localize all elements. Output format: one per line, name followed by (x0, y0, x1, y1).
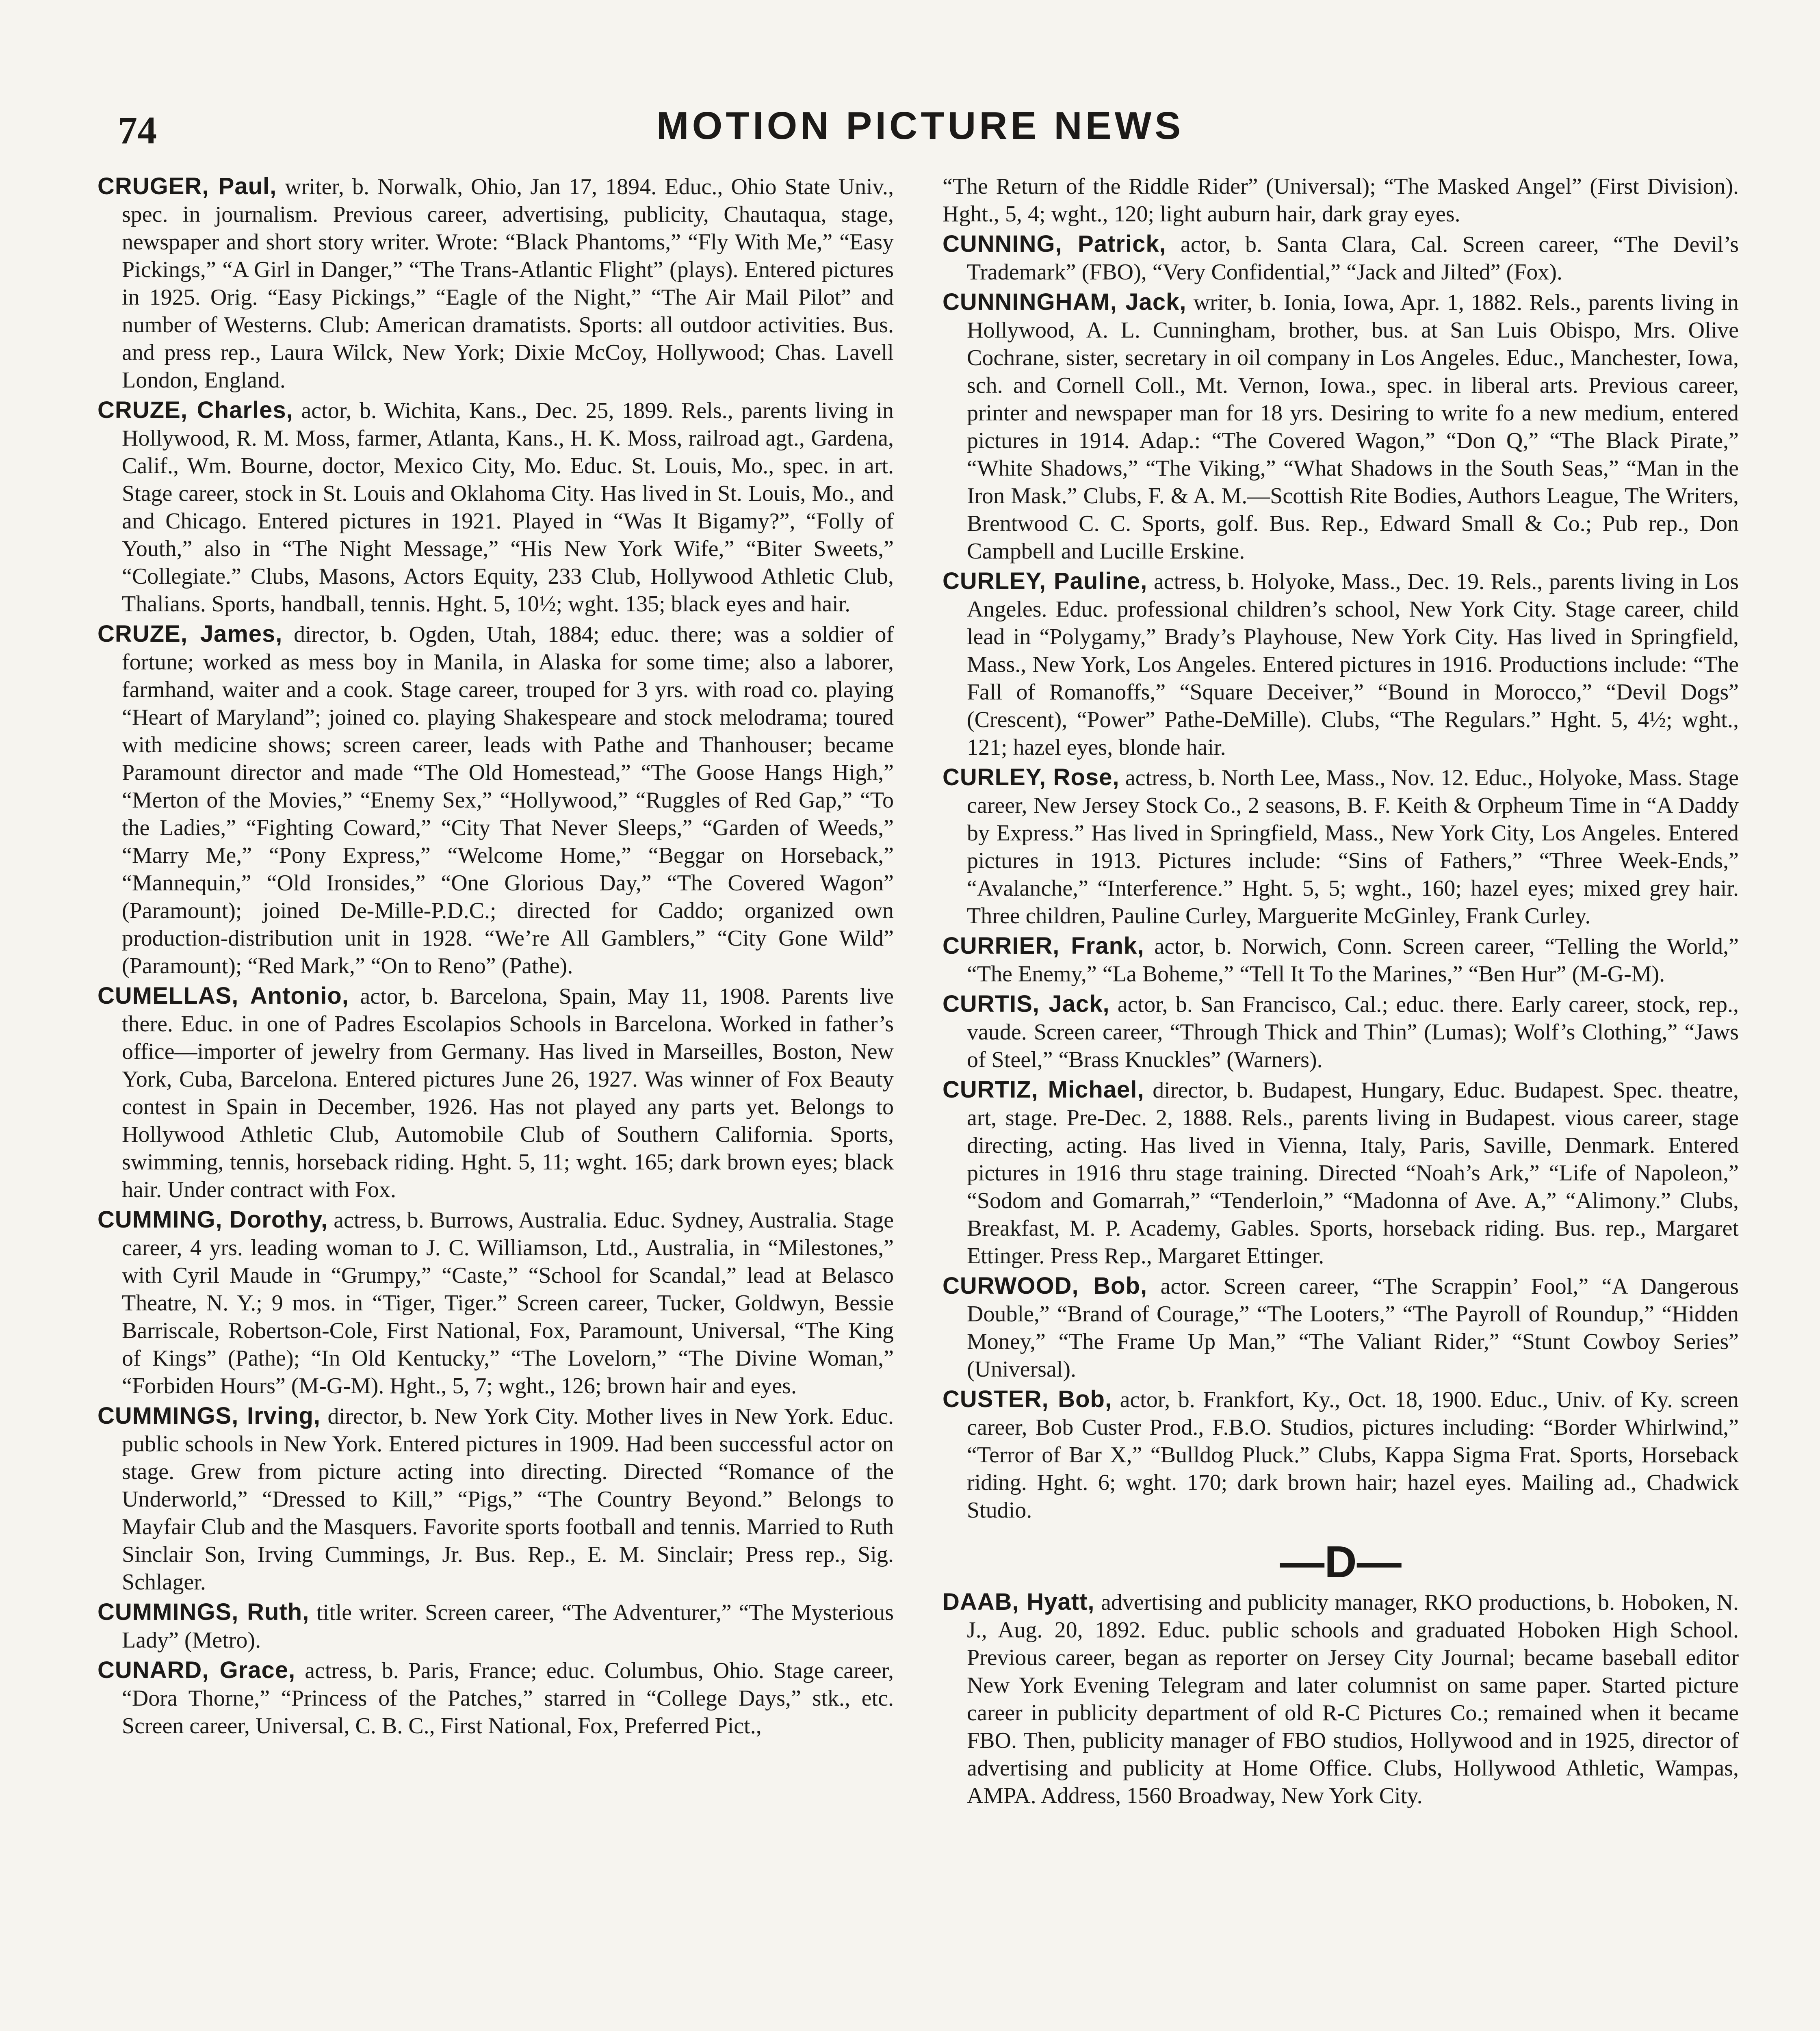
entry-text: actress, b. Paris, France; educ. Columbus, Ohio. Stage career, “Dora Thorne,” “Princess of the Patches,” starred in “College Days,” stk., etc. Screen career, Universal, C. B. C., First National, Fox, Preferred Pict., (122, 1658, 894, 1739)
entry-text: actor, b. Norwich, Conn. Screen career, “Telling the World,” “The Enemy,” “La Boheme,” “Tell It To the Marines,” “Ben Hur” (M-G-M). (967, 934, 1739, 987)
entry-name: CRUGER, Paul, (98, 173, 277, 199)
entry-text: writer, b. Ionia, Iowa, Apr. 1, 1882. Rels., parents living in Hollywood, A. L. Cunningham, brother, bus. at San Luis Obispo, Mrs. Olive Cochrane, sister, secretary in oil company in Los Angeles. Educ., Manchester, Iowa, sch. and Cornell Coll., Mt. Vernon, Iowa., spec. in liberal arts. Previous career, printer and newspaper man for 18 yrs. Desiring to write fo a new medium, entered pictures in 1914. Adap.: “The Covered Wagon,” “Don Q,” “The Black Pirate,” “White Shadows,” “The Viking,” “What Shadows in the South Seas,” “Man in the Iron Mask.” Clubs, F. & A. M.—Scottish Rite Bodies, Authors League, The Writers, Brentwood C. C. Sports, golf. Bus. Rep., Edward Small & Co.; Pub rep., Don Campbell and Lucille Erskine. (967, 290, 1739, 564)
entry-name: CUMMINGS, Ruth, (98, 1599, 310, 1625)
directory-entry (942, 173, 1739, 228)
directory-entry (942, 1386, 1739, 1524)
directory-entry (942, 990, 1739, 1074)
entry-text: actress, b. Burrows, Australia. Educ. Sydney, Australia. Stage career, 4 yrs. leading woman to J. C. Williamson, Ltd., Australia, in “Milestones,” with Cyril Maude in “Grumpy,” “Caste,” “School for Scandal,” lead at Belasco Theatre, N. Y.; 9 mos. in “Tiger, Tiger.” Screen career, Tucker, Goldwyn, Bessie Barriscale, Robertson-Cole, First National, Fox, Paramount, Universal, “The King of Kings” (Pathe); “In Old Kentucky,” “The Lovelorn,” “The Divine Woman,” “Forbiden Hours” (M-G-M). Hght., 5, 7; wght., 126; brown hair and eyes. (122, 1208, 894, 1399)
entry-name: CUNNING, Patrick, (942, 231, 1166, 257)
directory-entry (98, 1402, 894, 1596)
page-number: 74 (118, 108, 157, 152)
entry-name: CRUZE, James, (98, 621, 283, 647)
entry-text: actor, b. Wichita, Kans., Dec. 25, 1899. Rels., parents living in Hollywood, R. M. Moss, farmer, Atlanta, Kans., H. K. Moss, railroad agt., Gardena, Calif., Wm. Bourne, doctor, Mexico City, Mo. Educ. St. Louis, Mo., spec. in art. Stage career, stock in St. Louis and Oklahoma City. Has lived in St. Louis, Mo., and and Chicago. Entered pictures in 1921. Played in “Was It Bigamy?”, “Folly of Youth,” also in “The Night Message,” “His New York Wife,” “Biter Sweets,” “Collegiate.” Clubs, Masons, Actors Equity, 233 Club, Hollywood Athletic Club, Thalians. Sports, handball, tennis. Hght. 5, 10½; wght. 135; black eyes and hair. (122, 398, 894, 617)
right-column-c-entries (942, 173, 1739, 1524)
directory-entry (98, 1598, 894, 1654)
directory-entry (942, 1588, 1739, 1810)
entry-text: actor. Screen career, “The Scrappin’ Fool,” “A Dangerous Double,” “Brand of Courage,” “The Looters,” “The Payroll of Roundup,” “Hidden Money,” “The Frame Up Man,” “The Valiant Rider,” “Stunt Cowboy Series” (Universal). (967, 1274, 1739, 1382)
entry-text: actor, b. Barcelona, Spain, May 11, 1908. Parents live there. Educ. in one of Padres Escolapios Schools in Barcelona. Worked in father’s office—importer of jewelry from Germany. Has lived in Marseilles, Boston, New York, Cuba, Barcelona. Entered pictures June 26, 1927. Was winner of Fox Beauty contest in Spain in December, 1926. Has not played any parts yet. Belongs to Hollywood Athletic Club, Automobile Club of Southern California. Sports, swimming, tennis, horseback riding. Hght. 5, 11; wght. 165; dark brown eyes; black hair. Under contract with Fox. (122, 984, 894, 1202)
page-header (118, 104, 1722, 152)
directory-entry (942, 567, 1739, 761)
directory-entry (98, 1656, 894, 1740)
directory-entry (942, 1076, 1739, 1270)
entry-name: CURRIER, Frank, (942, 933, 1144, 959)
right-column-d-entries (942, 1588, 1739, 1810)
directory-entry (942, 1272, 1739, 1383)
entry-name: CRUZE, Charles, (98, 397, 293, 423)
journal-title: MOTION PICTURE NEWS (656, 104, 1184, 147)
directory-entry (98, 982, 894, 1204)
directory-entry (942, 764, 1739, 930)
entry-name: CUNNINGHAM, Jack, (942, 289, 1187, 315)
entry-name: CURTIZ, Michael, (942, 1076, 1144, 1103)
entry-text: director, b. Ogden, Utah, 1884; educ. there; was a soldier of fortune; worked as mess boy in Manila, in Alaska for some time; also a laborer, farmhand, waiter and a cook. Stage career, trouped for 3 yrs. with road co. playing “Heart of Maryland”; joined co. playing Shakespeare and stock melodrama; toured with medicine shows; screen career, leads with Pathe and Thanhouser; became Paramount director and made “The Old Homestead,” “The Goose Hangs High,” “Merton of the Movies,” “Enemy Sex,” “Hollywood,” “Ruggles of Red Gap,” “To the Ladies,” “Fighting Coward,” “City That Never Sleeps,” “Garden of Weeds,” “Marry Me,” “Pony Express,” “Welcome Home,” “Beggar on Horseback,” “Mannequin,” “Old Ironsides,” “One Glorious Day,” “The Covered Wagon” (Paramount); joined De-Mille-P.D.C.; directed for Caddo; organized own production-distribution unit in 1928. “We’re All Gamblers,” “City Gone Wild” (Paramount); “Red Mark,” “On to Reno” (Pathe). (122, 622, 894, 979)
entry-name: CURWOOD, Bob, (942, 1273, 1148, 1299)
entry-text: actor, b. San Francisco, Cal.; educ. there. Early career, stock, rep., vaude. Screen career, “Through Thick and Thin” (Lumas); Wolf’s Clothing,” “Jaws of Steel,” “Brass Knuckles” (Warners). (967, 992, 1739, 1072)
entry-name: CURLEY, Pauline, (942, 568, 1148, 594)
entry-text: writer, b. Norwalk, Ohio, Jan 17, 1894. Educ., Ohio State Univ., spec. in journalism. Previous career, advertising, publicity, Chautaqua, stage, newspaper and short story writer. Wrote: “Black Phantoms,” “Fly With Me,” “Easy Pickings,” “A Girl in Danger,” “The Trans-Atlantic Flight” (plays). Entered pictures in 1925. Orig. “Easy Pickings,” “Eagle of the Night,” “The Air Mail Pilot” and number of Westerns. Club: American dramatists. Sports: all outdoor activities. Bus. and press rep., Laura Wilck, New York; Dixie McCoy, Hollywood; Chas. Lavell London, England. (122, 174, 894, 393)
entry-name: CURTIS, Jack, (942, 991, 1110, 1017)
directory-entry (98, 1206, 894, 1400)
directory-entry (942, 230, 1739, 286)
entry-name: CUSTER, Bob, (942, 1386, 1112, 1412)
entry-name: DAAB, Hyatt, (942, 1589, 1095, 1615)
entry-name: CUMMING, Dorothy, (98, 1206, 328, 1233)
entry-name: CUMMINGS, Irving, (98, 1403, 321, 1429)
entry-text: actor, b. Frankfort, Ky., Oct. 18, 1900. Educ., Univ. of Ky. screen career, Bob Custer Prod., F.B.O. Studios, pictures including: “Border Whirlwind,” “Terror of Bar X,” “Bulldog Pluck.” Clubs, Kappa Sigma Frat. Sports, Horseback riding. Hght. 6; wght. 170; dark brown hair; hazel eyes. Mailing ad., Chadwick Studio. (967, 1387, 1739, 1523)
entry-text: actor, b. Santa Clara, Cal. Screen career, “The Devil’s Trademark” (FBO), “Very Confidential,” “Jack and Jilted” (Fox). (967, 232, 1739, 285)
directory-entry (98, 173, 894, 394)
section-letter-d: —D— (1280, 1537, 1402, 1587)
entry-text: title writer. Screen career, “The Adventurer,” “The Mysterious Lady” (Metro). (122, 1600, 894, 1653)
entry-text: director, b. Budapest, Hungary, Educ. Budapest. Spec. theatre, art, stage. Pre-Dec. 2, 1888. Rels., parents living in Budapest. vious career, stage directing, acting. Has lived in Vienna, Italy, Paris, Saville, Denmark. Entered pictures in 1916 thru stage training. Directed “Noah’s Ark,” “Life of Napoleon,” “Sodom and Gomarrah,” “Tenderloin,” “Madonna of Ave. A,” “Alimony.” Clubs, Breakfast, M. P. Academy, Gables. Sports, horseback riding. Bus. rep., Margaret Ettinger. Press Rep., Margaret Ettinger. (967, 1078, 1739, 1269)
entry-text: advertising and publicity manager, RKO productions, b. Hoboken, N. J., Aug. 20, 1892. Educ. public schools and graduated Hoboken High School. Previous career, began as reporter on Jersey City Journal; became baseball editor New York Evening Telegram and later columnist on same paper. Started picture career in publicity department of old R-C Pictures Co.; remained when it became FBO. Then, publicity manager of FBO studios, Hollywood and in 1925, director of advertising and publicity at Home Office. Clubs, Hollywood Athletic, Wampas, AMPA. Address, 1560 Broadway, New York City. (967, 1590, 1739, 1808)
entry-name: CUNARD, Grace, (98, 1657, 296, 1683)
directory-entry (98, 396, 894, 618)
directory-entry (98, 620, 894, 980)
entry-text: actress, b. Holyoke, Mass., Dec. 19. Rels., parents living in Los Angeles. Educ. professional children’s school, New York City. Stage career, child lead in “Polygamy,” Brady’s Playhouse, New York City. Has lived in Springfield, Mass., New York, Los Angeles. Entered pictures in 1916. Productions include: “The Fall of Romanoffs,” “Square Deceiver,” “Bound in Morocco,” “Devil Dogs” (Crescent), “Power” Pathe-DeMille). Clubs, “The Regulars.” Hght. 5, 4½; wght., 121; hazel eyes, blonde hair. (967, 569, 1739, 760)
entry-name: CUMELLAS, Antonio, (98, 983, 349, 1009)
entry-text: director, b. New York City. Mother lives in New York. Educ. public schools in New York. Entered pictures in 1909. Had been successful actor on stage. Grew from picture acting into directing. Directed “Romance of the Underworld,” “Dressed to Kill,” “Pigs,” “The Country Beyond.” Belongs to Mayfair Club and the Masquers. Favorite sports football and tennis. Married to Ruth Sinclair Son, Irving Cummings, Jr. Bus. Rep., E. M. Sinclair; Press rep., Sig. Schlager. (122, 1404, 894, 1595)
entry-text: “The Return of the Riddle Rider” (Universal); “The Masked Angel” (First Division). Hght., 5, 4; wght., 120; light auburn hair, dark gray eyes. (942, 174, 1739, 227)
directory-entry (942, 932, 1739, 988)
entry-name: CURLEY, Rose, (942, 764, 1120, 790)
right-column (942, 173, 1739, 2031)
directory-entry (942, 288, 1739, 565)
left-column (98, 173, 894, 2031)
entry-text: actress, b. North Lee, Mass., Nov. 12. Educ., Holyoke, Mass. Stage career, New Jersey Stock Co., 2 seasons, B. F. Keith & Orpheum Time in “A Daddy by Express.” Has lived in Springfield, Mass., New York City, Los Angeles. Entered pictures in 1913. Pictures include: “Sins of Fathers,” “Three Week-Ends,” “Avalanche,” “Interference.” Hght. 5, 5; wght., 160; hazel eyes; mixed grey hair. Three children, Pauline Curley, Marguerite McGinley, Frank Curley. (967, 765, 1739, 929)
